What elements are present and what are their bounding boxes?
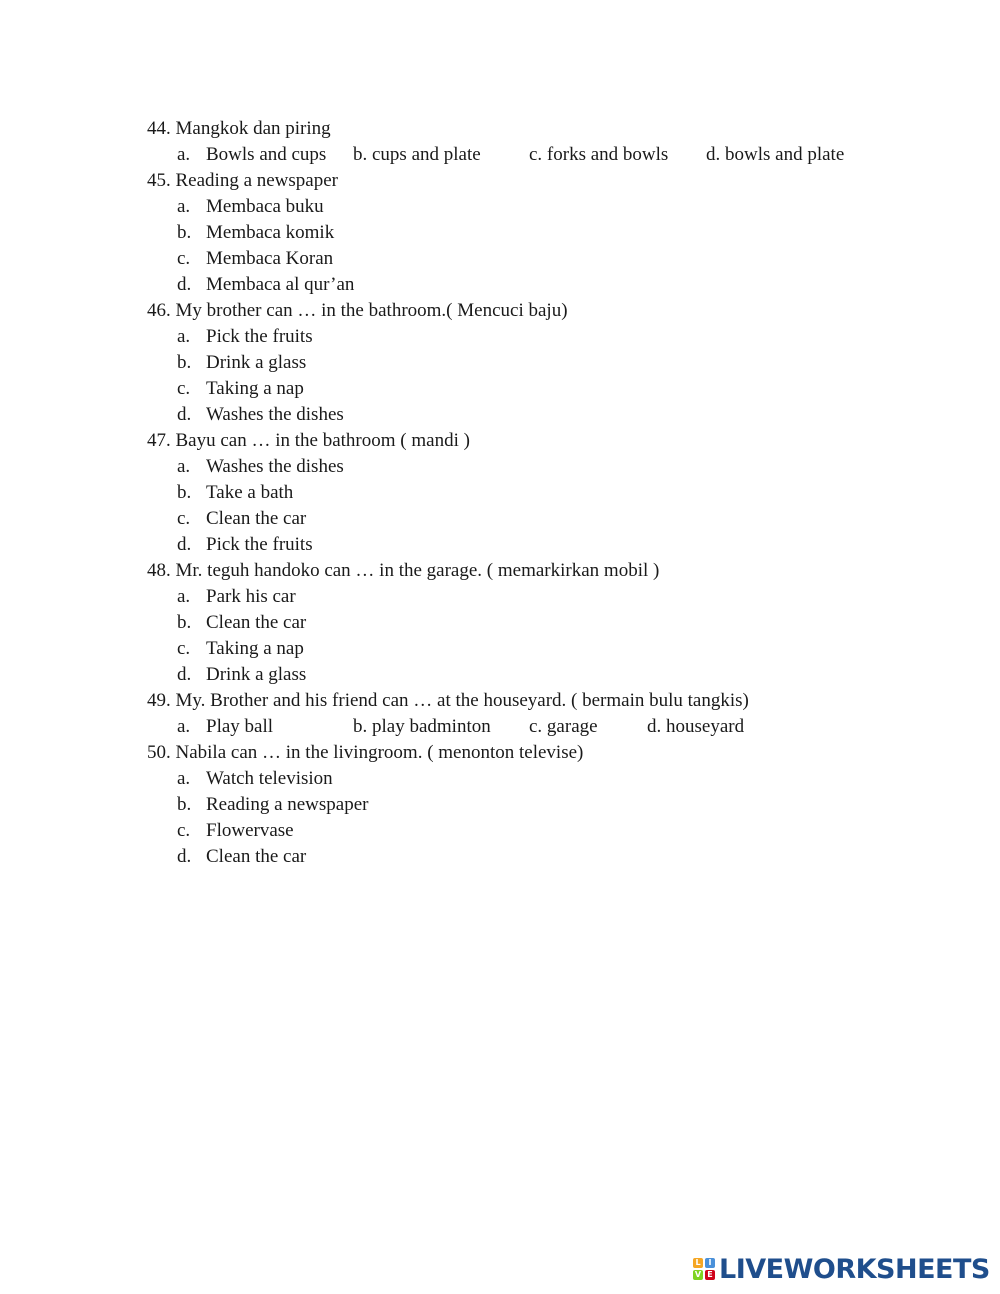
option-text: Park his car [206,586,296,607]
option-letter: d. [177,846,192,867]
option-text: Play ball [206,716,274,737]
option-letter: c. [177,508,191,529]
option-letter: b. [177,222,192,243]
option-letter: d. [177,274,192,295]
option-letter: a. [177,144,191,165]
question-47-option-b[interactable] [177,480,293,506]
question-44: 44. Mangkok dan piring [147,118,331,139]
option-letter: a. [177,586,191,607]
logo-tile-i: I [705,1258,715,1268]
logo-tile-v: V [694,1270,702,1279]
option-letter: b. [177,482,192,503]
question-48-option-d[interactable] [177,662,306,688]
question-45-option-a[interactable] [177,194,324,220]
question-48-option-c[interactable] [177,636,304,662]
option-letter: c. [177,248,191,269]
option-text: Membaca Koran [206,248,334,269]
option-text: Reading a newspaper [206,794,369,815]
option-text: Taking a nap [206,378,304,399]
option-text: Pick the fruits [206,326,313,347]
question-44-option-b[interactable]: b. cups and plate [353,144,481,165]
option-letter: d. [177,404,192,425]
option-text: Clean the car [206,612,307,633]
question-48-option-b[interactable] [177,610,306,636]
option-letter: a. [177,196,191,217]
logo-tile-l: L [693,1258,703,1268]
question-45-option-b[interactable] [177,220,334,246]
option-letter: d. [177,534,192,555]
option-letter: c. [177,378,191,399]
question-50-option-a[interactable] [177,766,333,792]
option-text: Membaca al qur’an [206,274,355,295]
question-46-option-c[interactable] [177,376,304,402]
question-46-option-d[interactable] [177,402,344,428]
question-49-option-d[interactable]: d. houseyard [647,716,745,737]
option-text: Washes the dishes [206,404,344,425]
question-44-option-d[interactable]: d. bowls and plate [706,144,845,165]
question-48-option-a[interactable] [177,584,296,610]
option-letter: a. [177,768,191,789]
option-letter: a. [177,456,191,477]
option-text: Clean the car [206,508,307,529]
question-44-option-c[interactable]: c. forks and bowls [529,144,669,165]
question-49-option-c[interactable]: c. garage [529,716,598,737]
question-47-option-d[interactable] [177,532,313,558]
question-47-option-a[interactable] [177,454,344,480]
option-letter: b. [177,612,192,633]
option-text: Membaca buku [206,196,324,217]
option-letter: b. [177,794,192,815]
question-48: 48. Mr. teguh handoko can … in the garage. ( memarkirkan mobil ) [147,560,660,581]
option-letter: b. [177,352,192,373]
option-letter: d. [177,664,192,685]
option-text: Membaca komik [206,222,335,243]
question-46-option-b[interactable] [177,350,306,376]
question-50-option-d[interactable] [177,844,306,870]
option-text: Clean the car [206,846,307,867]
option-letter: a. [177,326,191,347]
question-44-option-a[interactable] [177,142,326,168]
question-50-option-b[interactable] [177,792,369,818]
option-text: Washes the dishes [206,456,344,477]
option-text: Watch television [206,768,333,789]
option-text: Take a bath [206,482,294,503]
liveworksheets-logo [693,1254,990,1284]
option-letter: a. [177,716,191,737]
question-50-option-c[interactable] [177,818,294,844]
option-text: Taking a nap [206,638,304,659]
logo-mark-icon [693,1258,715,1280]
question-45-option-c[interactable] [177,246,333,272]
option-text: Drink a glass [206,664,307,685]
question-49-option-b[interactable]: b. play badminton [353,716,491,737]
option-text: Pick the fruits [206,534,313,555]
option-letter: c. [177,820,191,841]
question-49-option-a[interactable] [177,714,273,740]
option-text: Drink a glass [206,352,307,373]
question-46-option-a[interactable] [177,324,313,350]
question-45-option-d[interactable] [177,272,354,298]
logo-text: LIVEWORKSHEETS [719,1253,990,1285]
question-49: 49. My. Brother and his friend can … at the houseyard. ( bermain bulu tangkis) [147,690,749,711]
logo-tile-e: E [705,1270,715,1280]
option-text: Bowls and cups [206,144,327,165]
question-47-option-c[interactable] [177,506,306,532]
option-letter: c. [177,638,191,659]
question-45: 45. Reading a newspaper [147,170,338,191]
question-50: 50. Nabila can … in the livingroom. ( menonton televise) [147,742,584,763]
question-46: 46. My brother can … in the bathroom.( Mencuci baju) [147,300,568,321]
question-47: 47. Bayu can … in the bathroom ( mandi ) [147,430,470,451]
option-text: Flowervase [206,820,294,841]
